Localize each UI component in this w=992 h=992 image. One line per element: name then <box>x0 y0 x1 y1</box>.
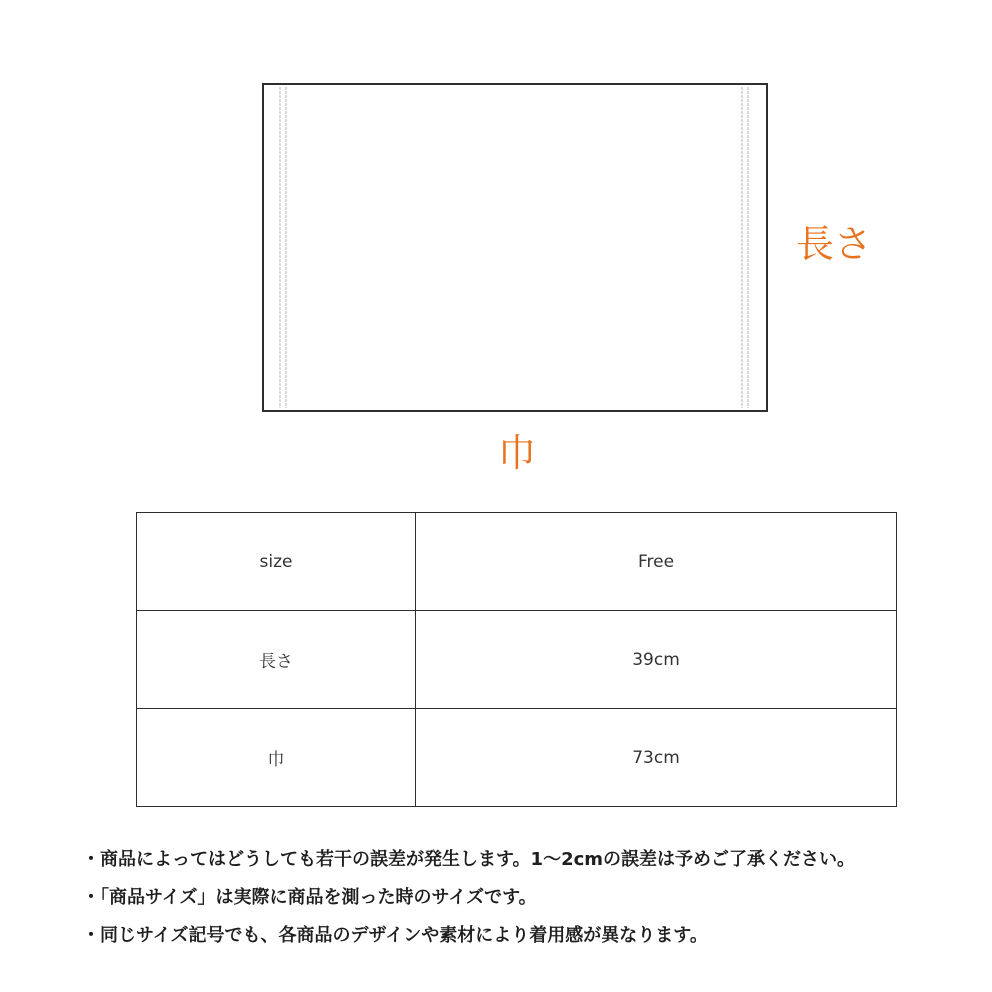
table-cell-label: 巾 <box>137 709 416 807</box>
table-row <box>137 709 897 807</box>
size-table <box>136 512 897 807</box>
table-cell-value: 39cm <box>416 611 897 709</box>
table-cell-value: 73cm <box>416 709 897 807</box>
notes-list <box>82 846 962 960</box>
note-item: ・「商品サイズ」は実際に商品を測った時のサイズです。 <box>82 887 537 908</box>
table-cell-value: Free <box>416 513 897 611</box>
table-row <box>137 611 897 709</box>
garment-outline-diagram <box>262 83 768 412</box>
table-cell-label: size <box>137 513 416 611</box>
table-row <box>137 513 897 611</box>
table-cell-label: 長さ <box>137 611 416 709</box>
length-dimension-label: 長さ <box>796 222 873 266</box>
stitch-lines <box>264 85 766 410</box>
note-item: ・同じサイズ記号でも、各商品のデザインや素材により着用感が異なります。 <box>82 925 708 946</box>
note-item: ・商品によってはどうしても若干の誤差が発生します。1〜2cmの誤差は予めご了承ください。 <box>82 849 856 870</box>
width-dimension-label: 巾 <box>498 431 537 475</box>
